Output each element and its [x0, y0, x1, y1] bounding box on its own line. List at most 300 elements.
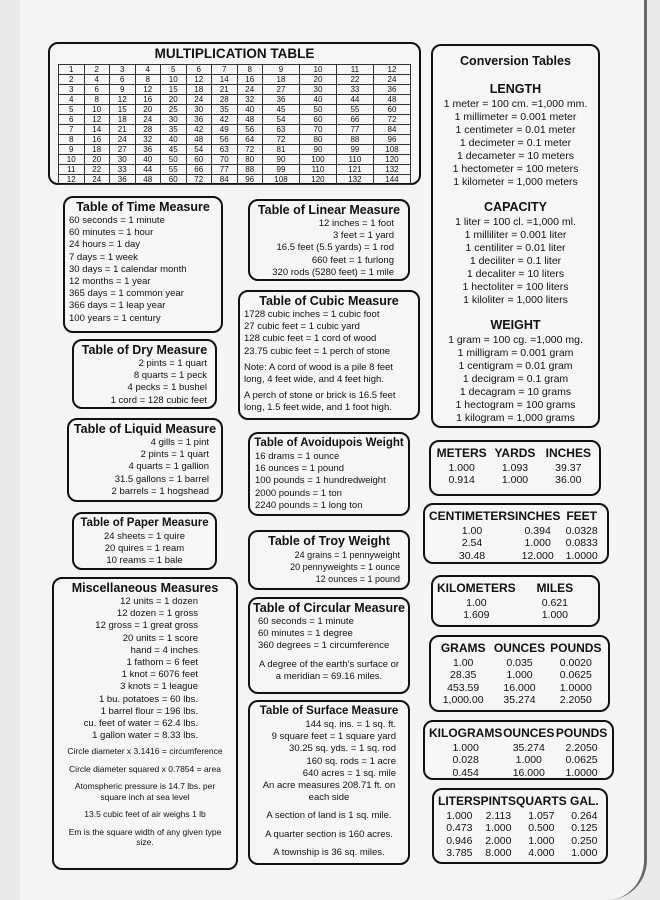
column-header: INCHES: [515, 509, 561, 523]
text-line: 1 bu. potatoes = 60 lbs.: [98, 693, 198, 705]
text-line: 1 hectoliter = 100 liters: [462, 281, 569, 293]
mult-row: [59, 95, 411, 105]
mult-cell: 55: [336, 105, 373, 115]
mult-cell: 40: [135, 155, 161, 165]
mult-cell: 2: [59, 75, 85, 85]
mult-cell: 48: [135, 175, 161, 185]
text-line: 160 sq. rods = 1 acre: [306, 755, 396, 767]
column-header: PINTS: [480, 794, 517, 808]
mult-cell: 5: [59, 105, 85, 115]
text-line: 1 gram = 100 cg. =1,000 mg.: [448, 334, 583, 346]
multiplication-grid: [58, 64, 411, 185]
circular-note: A degree of the earth's surface or a meridian = 69.16 miles.: [258, 658, 400, 682]
text-line: 1 liter = 100 cl. =1,000 ml.: [455, 216, 576, 228]
text-line: 1 decameter = 10 meters: [456, 150, 575, 162]
multiplication-table-title: MULTIPLICATION TABLE: [154, 46, 315, 61]
mult-cell: 108: [373, 145, 410, 155]
kilograms-ounces-pounds-box: [423, 720, 614, 780]
column-header: OUNCES: [503, 726, 555, 740]
mult-cell: 16: [135, 95, 161, 105]
mult-cell: 24: [110, 135, 136, 145]
mult-cell: 14: [212, 75, 238, 85]
mult-row: [59, 85, 411, 95]
mult-cell: 60: [299, 115, 336, 125]
cell-value: 0.500: [528, 822, 555, 834]
column-header: POUNDS: [555, 726, 608, 740]
mult-cell: 10: [299, 65, 336, 75]
cell-value: 0.454: [452, 766, 479, 779]
avoirdupois-weight-box: [248, 432, 410, 516]
cell-value: 1.00: [466, 596, 487, 609]
mult-cell: 66: [336, 115, 373, 125]
mult-cell: 25: [161, 105, 187, 115]
cell-value: 1.00: [461, 524, 483, 537]
mult-cell: 81: [263, 145, 300, 155]
cell-value: 1.000: [528, 834, 555, 847]
column-header: GRAMS: [440, 641, 486, 655]
liters-pints-quarts-gallons-box: [432, 788, 608, 864]
mult-cell: 84: [373, 125, 410, 135]
mult-cell: 15: [110, 105, 136, 115]
cell-value: 2.113: [485, 809, 512, 822]
mult-cell: 32: [135, 135, 161, 145]
text-line: 13.5 cubic feet of air weighs 1 lb: [84, 809, 206, 820]
mult-cell: 24: [237, 85, 263, 95]
mult-cell: 54: [186, 145, 212, 155]
mult-cell: 27: [263, 85, 300, 95]
mult-cell: 1: [59, 65, 85, 75]
mult-cell: 6: [186, 65, 212, 75]
mult-cell: 100: [299, 155, 336, 165]
mult-cell: 11: [59, 165, 85, 175]
mult-cell: 4: [84, 75, 110, 85]
conversion-grid: [431, 442, 599, 487]
troy-weight-box: [248, 530, 410, 590]
mult-cell: 55: [161, 165, 187, 175]
mult-cell: 4: [59, 95, 85, 105]
text-line: 1 centimeter = 0.01 meter: [455, 124, 576, 136]
mult-cell: 8: [59, 135, 85, 145]
mult-cell: 80: [299, 135, 336, 145]
text-line: 31.5 gallons = 1 barrel: [114, 473, 209, 485]
mult-cell: 120: [299, 175, 336, 185]
paper-measure-title: Table of Paper Measure: [80, 517, 209, 529]
text-line: 12 dozen = 1 gross: [116, 608, 198, 620]
mult-cell: 12: [135, 85, 161, 95]
text-line: 365 days = 1 common year: [69, 288, 184, 300]
text-line: 100 pounds = 1 hundredweight: [255, 475, 386, 487]
cell-value: 1.000: [506, 669, 533, 681]
text-line: 144 sq. ins. = 1 sq. ft.: [305, 719, 396, 730]
cell-value: 1.609: [463, 609, 490, 621]
cell-value: 0.394: [524, 524, 551, 537]
mult-cell: 36: [263, 95, 300, 105]
text-line: 1 kiloliter = 1,000 liters: [463, 294, 568, 306]
text-line: 7 days = 1 week: [69, 251, 138, 263]
centimeters-inches-feet-box: [423, 503, 609, 564]
mult-cell: 84: [212, 175, 238, 185]
cubic-measure-box: [238, 290, 420, 420]
cubic-note-stone: A perch of stone or brick is 16.5 feet long, 1.5 feet wide, and 1 foot high.: [244, 390, 396, 414]
mult-cell: 33: [336, 85, 373, 95]
column-header: CENTIMETERS: [429, 509, 516, 523]
cell-value: 2.54: [461, 537, 483, 549]
mult-cell: 66: [186, 165, 212, 175]
mult-row: [59, 155, 411, 165]
mult-cell: 12: [186, 75, 212, 85]
text-line: 30.25 sq. yds. = 1 sq. rod: [289, 743, 396, 755]
text-line: 20 quires = 1 ream: [104, 543, 185, 555]
dry-measure-title: Table of Dry Measure: [81, 343, 208, 357]
text-line: 1 fathom = 6 feet: [126, 657, 198, 669]
cell-value: 2.2050: [559, 694, 592, 706]
cell-value: 2.2050: [565, 741, 598, 754]
text-line: 3 knots = 1 league: [120, 681, 198, 693]
text-line: 4 pecks = 1 bushel: [127, 382, 207, 394]
mult-cell: 60: [373, 105, 410, 115]
misc-measures-notes: [54, 742, 236, 848]
linear-measure-title: Table of Linear Measure: [257, 203, 401, 217]
text-line: Circle diameter x 3.1416 = circumference: [67, 746, 223, 757]
mult-cell: 30: [161, 115, 187, 125]
mult-cell: 90: [299, 145, 336, 155]
mult-cell: 88: [237, 165, 263, 175]
text-line: 12 months = 1 year: [69, 276, 151, 288]
text-line: An acre measures 208.71 ft. on each side: [262, 780, 396, 804]
text-line: 12 ounces = 1 pound: [315, 574, 400, 585]
mult-cell: 12: [84, 115, 110, 125]
cell-value: 0.035: [506, 656, 533, 669]
text-line: Em is the square width of any given type size.: [68, 826, 222, 848]
text-line: 2240 pounds = 1 long ton: [255, 499, 363, 511]
dry-measure-lines: [74, 358, 215, 407]
mult-cell: 70: [299, 125, 336, 135]
text-line: Circle diameter squared x 0.7854 = area: [69, 763, 221, 774]
mult-cell: 24: [186, 95, 212, 105]
conversion-grid: [425, 505, 607, 562]
mult-cell: 9: [59, 145, 85, 155]
text-line: 1 cord = 128 cubic feet: [110, 394, 207, 406]
mult-cell: 12: [59, 175, 85, 185]
mult-cell: 90: [263, 155, 300, 165]
mult-cell: 96: [373, 135, 410, 145]
cell-value: 0.914: [448, 474, 475, 486]
mult-cell: 40: [237, 105, 263, 115]
text-line: 1 centigram = 0.01 gram: [458, 360, 573, 372]
mult-row: [59, 125, 411, 135]
mult-cell: 22: [336, 75, 373, 85]
meters-yards-inches-box: [429, 440, 601, 496]
mult-cell: 18: [263, 75, 300, 85]
cell-value: 1.000: [515, 754, 542, 766]
mult-row: [59, 145, 411, 155]
column-header: GAL.: [570, 794, 599, 808]
surface-measure-box: [248, 700, 410, 865]
conversion-grid: [433, 577, 598, 622]
mult-cell: 132: [336, 175, 373, 185]
mult-row: [59, 165, 411, 175]
mult-cell: 10: [84, 105, 110, 115]
mult-cell: 8: [135, 75, 161, 85]
mult-cell: 6: [84, 85, 110, 95]
mult-cell: 40: [161, 135, 187, 145]
mult-cell: 32: [237, 95, 263, 105]
avoirdupois-weight-lines: [250, 451, 408, 512]
text-line: 1 decagram = 10 grams: [459, 386, 572, 398]
mult-cell: 6: [59, 115, 85, 125]
text-line: 4 quarts = 1 gallion: [128, 461, 209, 473]
conversion-tables-box: [431, 44, 600, 428]
text-line: 60 seconds = 1 minute: [69, 215, 165, 226]
cell-value: 1.000: [501, 474, 529, 486]
text-line: A section of land is 1 sq. mile.: [266, 810, 392, 822]
text-line: 360 degrees = 1 circumference: [258, 640, 390, 652]
circular-measure-lines: [250, 616, 408, 653]
mult-cell: 36: [135, 145, 161, 155]
text-line: 2 pints = 1 quart: [140, 449, 209, 461]
text-line: cu. feet of water = 62.4 lbs.: [83, 718, 198, 730]
mult-cell: 40: [299, 95, 336, 105]
column-header: POUNDS: [550, 641, 602, 655]
mult-cell: 20: [299, 75, 336, 85]
cell-value: 453.59: [447, 681, 480, 694]
mult-cell: 35: [161, 125, 187, 135]
mult-cell: 14: [84, 125, 110, 135]
column-header: QUARTS: [516, 794, 567, 808]
misc-measures-title: Miscellaneous Measures: [71, 581, 219, 595]
mult-cell: 21: [212, 85, 238, 95]
mult-cell: 108: [263, 175, 300, 185]
text-line: 1 decigram = 0.1 gram: [462, 373, 569, 385]
mult-cell: 42: [212, 115, 238, 125]
text-line: 320 rods (5280 feet) = 1 mile: [272, 266, 394, 278]
text-line: 4 gills = 1 pint: [150, 437, 209, 448]
mult-cell: 120: [373, 155, 410, 165]
column-header: KILOGRAMS: [429, 726, 503, 740]
text-line: 12 inches = 1 foot: [318, 218, 394, 229]
surface-measure-notes: [250, 780, 408, 859]
conversion-grid: [425, 722, 612, 779]
mult-cell: 44: [336, 95, 373, 105]
cubic-note-wood: Note: A cord of wood is a pile 8 feet long, 4 feet wide, and 4 feet high.: [244, 361, 393, 386]
mult-cell: 30: [110, 155, 136, 165]
cell-value: 1.000: [446, 809, 473, 822]
mult-cell: 72: [373, 115, 410, 125]
time-measure-box: [63, 196, 223, 333]
cell-value: 3.785: [446, 847, 473, 859]
mult-cell: 28: [135, 125, 161, 135]
text-line: 1 gallon water = 8.33 lbs.: [92, 730, 198, 742]
cell-value: 28.35: [450, 669, 477, 681]
text-line: 16 drams = 1 ounce: [255, 451, 340, 462]
conversion-grid: [434, 790, 606, 860]
text-line: 1 milligram = 0.001 gram: [457, 347, 574, 359]
mult-cell: 132: [373, 165, 410, 175]
mult-cell: 72: [237, 145, 263, 155]
mult-cell: 10: [161, 75, 187, 85]
mult-cell: 77: [336, 125, 373, 135]
mult-cell: 63: [212, 145, 238, 155]
mult-cell: 50: [299, 105, 336, 115]
troy-weight-lines: [250, 549, 408, 586]
kilometers-miles-box: [431, 575, 600, 627]
text-line: 660 feet = 1 furlong: [311, 254, 394, 266]
cell-value: 1.000: [571, 847, 598, 859]
weight-heading: WEIGHT: [490, 318, 541, 332]
cell-value: 12.000: [521, 549, 554, 562]
cell-value: 1,000.00: [442, 694, 484, 706]
text-line: 30 days = 1 calendar month: [69, 263, 187, 275]
text-line: 1 hectometer = 100 meters: [452, 163, 579, 175]
paper-measure-lines: [74, 531, 215, 568]
cubic-measure-lines: [240, 309, 418, 358]
cell-value: 0.125: [571, 822, 598, 834]
mult-cell: 3: [110, 65, 136, 75]
cell-value: 0.028: [452, 754, 479, 766]
cell-value: 30.48: [458, 549, 486, 562]
text-line: 640 acres = 1 sq. mile: [302, 767, 396, 779]
mult-cell: 42: [186, 125, 212, 135]
mult-cell: 21: [110, 125, 136, 135]
mult-cell: 12: [110, 95, 136, 105]
mult-cell: 99: [263, 165, 300, 175]
surface-measure-title: Table of Surface Measure: [259, 705, 399, 717]
mult-cell: 80: [237, 155, 263, 165]
text-line: 20 pennyweights = 1 ounce: [290, 562, 400, 573]
mult-cell: 64: [237, 135, 263, 145]
time-measure-title: Table of Time Measure: [76, 200, 210, 214]
text-line: 16.5 feet (5.5 yards) = 1 rod: [276, 242, 394, 254]
misc-measures-lines: [54, 596, 236, 742]
text-line: 60 seconds = 1 minute: [258, 616, 354, 627]
dry-measure-box: [72, 339, 217, 409]
mult-cell: 16: [84, 135, 110, 145]
mult-cell: 48: [186, 135, 212, 145]
text-line: 12 units = 1 dozen: [120, 596, 198, 607]
text-line: 1 meter = 100 cm. =1,000 mm.: [443, 98, 588, 110]
misc-measures-box: [52, 577, 238, 870]
cell-value: 0.0625: [559, 669, 592, 681]
cell-value: 16.000: [503, 681, 536, 694]
cell-value: 39.37: [555, 461, 582, 474]
circular-measure-box: [248, 597, 410, 694]
mult-cell: 18: [110, 115, 136, 125]
mult-cell: 10: [59, 155, 85, 165]
mult-cell: 77: [212, 165, 238, 175]
mult-cell: 12: [373, 65, 410, 75]
cell-value: 1.000: [524, 537, 551, 549]
mult-cell: 28: [212, 95, 238, 105]
cell-value: 1.000: [541, 609, 568, 621]
length-lines: [433, 98, 598, 189]
capacity-heading: CAPACITY: [484, 200, 547, 214]
text-line: hand = 4 inches: [130, 644, 198, 656]
text-line: 9 square feet = 1 square yard: [271, 731, 396, 743]
cell-value: 0.0833: [565, 537, 598, 549]
text-line: 60 minutes = 1 degree: [258, 628, 353, 640]
mult-cell: 24: [135, 115, 161, 125]
capacity-lines: [433, 216, 598, 307]
mult-row: [59, 75, 411, 85]
mult-cell: 48: [373, 95, 410, 105]
mult-cell: 30: [186, 105, 212, 115]
cell-value: 16.000: [512, 766, 545, 779]
text-line: 100 years = 1 century: [69, 312, 161, 324]
text-line: 24 grains = 1 pennyweight: [294, 550, 400, 560]
mult-cell: 6: [110, 75, 136, 85]
mult-cell: 22: [84, 165, 110, 175]
text-line: 1 deciliter = 0.1 liter: [469, 255, 562, 267]
text-line: 1 hectogram = 100 grams: [455, 399, 576, 411]
cell-value: 2.000: [485, 834, 512, 847]
text-line: A township is 36 sq. miles.: [273, 846, 385, 858]
time-measure-lines: [65, 215, 221, 325]
mult-cell: 35: [212, 105, 238, 115]
circular-measure-title: Table of Circular Measure: [253, 601, 405, 615]
mult-cell: 7: [212, 65, 238, 75]
mult-cell: 144: [373, 175, 410, 185]
text-line: 1 decaliter = 10 liters: [466, 268, 565, 280]
mult-row: [59, 115, 411, 125]
surface-measure-lines: [250, 719, 408, 780]
column-header: FEET: [566, 509, 598, 523]
text-line: 1 decimeter = 0.1 meter: [459, 137, 572, 149]
column-header: MILES: [536, 581, 574, 595]
mult-cell: 60: [161, 175, 187, 185]
mult-cell: 7: [59, 125, 85, 135]
text-line: 1 kilogram = 1,000 grams: [456, 412, 575, 424]
mult-cell: 44: [135, 165, 161, 175]
text-line: 16 ounces = 1 pound: [255, 463, 345, 475]
text-line: 1 kilometer = 1,000 meters: [453, 176, 578, 188]
column-header: INCHES: [545, 446, 591, 460]
mult-cell: 110: [336, 155, 373, 165]
mult-cell: 9: [263, 65, 300, 75]
mult-cell: 24: [84, 175, 110, 185]
text-line: 128 cubic feet = 1 cord of wood: [244, 333, 377, 345]
liquid-measure-lines: [69, 437, 221, 498]
text-line: A quarter section is 160 acres.: [265, 828, 393, 840]
cubic-measure-title: Table of Cubic Measure: [259, 294, 399, 308]
column-header: YARDS: [494, 446, 536, 460]
cell-value: 1.0000: [565, 766, 598, 779]
mult-cell: 8: [237, 65, 263, 75]
cell-value: 0.0328: [565, 524, 598, 537]
mult-cell: 33: [110, 165, 136, 175]
cell-value: 8.000: [485, 847, 512, 859]
text-line: 2 barrels = 1 hogshead: [111, 485, 209, 497]
mult-cell: 45: [161, 145, 187, 155]
mult-row: [59, 105, 411, 115]
text-line: 3 feet = 1 yard: [333, 230, 394, 242]
text-line: 1 millimeter = 0.001 meter: [454, 111, 577, 123]
mult-cell: 9: [110, 85, 136, 95]
mult-cell: 96: [237, 175, 263, 185]
liquid-measure-title: Table of Liquid Measure: [73, 422, 217, 436]
mult-cell: 2: [84, 65, 110, 75]
length-heading: LENGTH: [489, 82, 542, 96]
text-line: 12 gross = 1 great gross: [95, 620, 198, 632]
cell-value: 1.00: [452, 656, 474, 669]
cell-value: 0.473: [446, 822, 473, 834]
cell-value: 35.274: [512, 741, 545, 754]
text-line: 1 milliliter = 0.001 liter: [464, 229, 567, 241]
cell-value: 35.274: [503, 694, 536, 706]
mult-cell: 11: [336, 65, 373, 75]
cell-value: 0.250: [571, 834, 598, 847]
mult-cell: 20: [135, 105, 161, 115]
cell-value: 0.946: [446, 834, 473, 847]
